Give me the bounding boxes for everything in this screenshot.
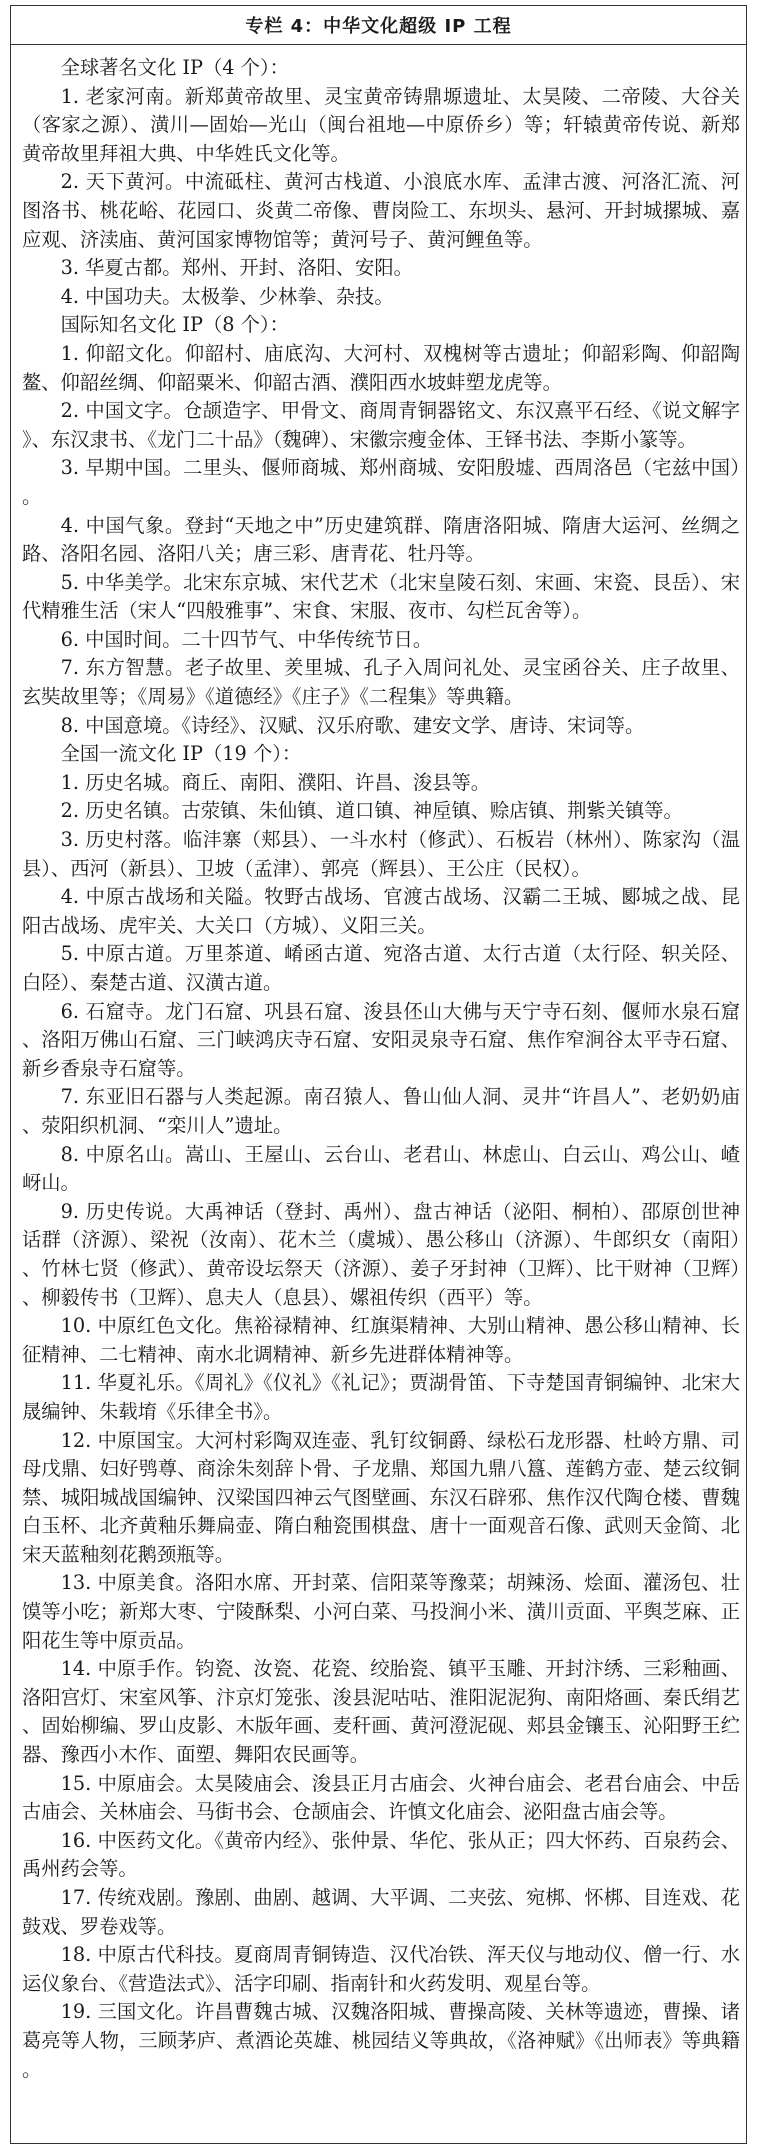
list-item: 2. 中国文字。仓颉造字、甲骨文、商周青铜器铭文、东汉熹平石经、《说文解字》、东汉隶书、《龙门二十品》（魏碑）、宋徽宗瘦金体、王铎书法、李斯小篆等。 — [22, 399, 740, 451]
list-item: 7. 东亚旧石器与人类起源。南召猿人、鲁山仙人洞、灵井“许昌人”、老奶奶庙、荥阳织机洞、“栾川人”遗址。 — [22, 1085, 740, 1137]
list-item: 5. 中原古道。万里茶道、崤函古道、宛洛古道、太行古道（太行陉、轵关陉、白陉）、秦楚古道、汉潢古道。 — [22, 942, 740, 994]
list-item: 6. 中国时间。二十四节气、中华传统节日。 — [60, 627, 433, 651]
list-item: 1. 仰韶文化。仰韶村、庙底沟、大河村、双槐树等古遗址；仰韶彩陶、仰韶陶鳌、仰韶丝绸、仰韶粟米、仰韶古酒、濮阳西水坡蚌塑龙虎等。 — [22, 341, 740, 394]
section-heading-national: 全国一流文化 IP（19 个）： — [60, 742, 302, 766]
list-item: 4. 中国功夫。太极拳、少林拳、杂技。 — [60, 284, 394, 308]
list-item: 6. 石窟寺。龙门石窟、巩县石窟、浚县伾山大佛与天宁寺石刻、偃师水泉石窟、洛阳万佛山石窟、三门峡鸿庆寺石窟、安阳灵泉寺石窟、焦作窄涧谷太平寺石窟、新乡香泉寺石窟等。 — [22, 999, 740, 1080]
list-item: 19. 三国文化。许昌曹魏古城、汉魏洛阳城、曹操高陵、关林等遗迹，曹操、诸葛亮等人物，三顾茅庐、煮酒论英雄、桃园结义等典故，《洛神赋》《出师表》等典籍。 — [22, 2000, 740, 2081]
column-header — [11, 6, 746, 45]
list-item: 9. 历史传说。大禹神话（登封、禹州）、盘古神话（泌阳、桐柏）、邵原创世神话群（济源）、梁祝（汝南）、花木兰（虞城）、愚公移山（济源）、牛郎织女（南阳）、竹林七贤（修武）、黄帝设坛祭天（济源）、姜子牙封神（卫辉）、比干财神（卫辉）、柳毅传书（卫辉）、息夫人（息县）、嫘祖传织（西平）等。 — [22, 1199, 740, 1309]
column-box — [10, 5, 747, 2144]
list-item: 3. 历史村落。临沣寨（郏县）、一斗水村（修武）、石板岩（林州）、陈家沟（温县）、西河（新县）、卫坡（孟津）、郭亮（辉县）、王公庄（民权）。 — [22, 828, 740, 880]
list-item: 2. 天下黄河。中流砥柱、黄河古栈道、小浪底水库、孟津古渡、河洛汇流、河图洛书、桃花峪、花园口、炎黄二帝像、曹岗险工、东坝头、悬河、开封城摞城、嘉应观、济渎庙、黄河国家博物馆等；黄河号子、黄河鲤鱼等。 — [22, 170, 740, 251]
list-item: 8. 中原名山。嵩山、王屋山、云台山、老君山、林虑山、白云山、鸡公山、嵖岈山。 — [22, 1142, 740, 1195]
list-item: 17. 传统戏剧。豫剧、曲剧、越调、大平调、二夹弦、宛梆、怀梆、目连戏、花鼓戏、罗卷戏等。 — [22, 1886, 740, 1938]
list-item: 18. 中原古代科技。夏商周青铜铸造、汉代冶铁、浑天仪与地动仪、僧一行、水运仪象台、《营造法式》、活字印刷、指南针和火药发明、观星台等。 — [22, 1943, 740, 1995]
list-item: 4. 中国气象。登封“天地之中”历史建筑群、隋唐洛阳城、隋唐大运河、丝绸之路、洛阳名园、洛阳八关；唐三彩、唐青花、牡丹等。 — [22, 513, 740, 566]
list-item: 1. 历史名城。商丘、南阳、濮阳、许昌、浚县等。 — [60, 770, 491, 794]
list-item: 8. 中国意境。《诗经》、汉赋、汉乐府歌、建安文学、唐诗、宋词等。 — [60, 713, 645, 737]
list-item: 13. 中原美食。洛阳水席、开封菜、信阳菜等豫菜；胡辣汤、烩面、灌汤包、壮馍等小吃；新郑大枣、宁陵酥梨、小河白菜、马投涧小米、潢川贡面、平舆芝麻、正阳花生等中原贡品。 — [22, 1571, 740, 1652]
list-item: 12. 中原国宝。大河村彩陶双连壶、乳钉纹铜爵、绿松石龙形器、杜岭方鼎、司母戊鼎、妇好鸮尊、商涂朱刻辞卜骨、子龙鼎、郑国九鼎八簋、莲鹤方壶、楚云纹铜禁、城阳城战国编钟、汉梁国四神云气图壁画、东汉石辟邪、焦作汉代陶仓楼、曹魏白玉杯、北齐黄釉乐舞扁壶、隋白釉瓷围棋盘、唐十一面观音石像、武则天金简、北宋天蓝釉刻花鹅颈瓶等。 — [22, 1428, 740, 1566]
list-item: 16. 中医药文化。《黄帝内经》、张仲景、华佗、张从正；四大怀药、百泉药会、禹州药会等。 — [22, 1828, 740, 1881]
list-item: 7. 东方智慧。老子故里、羑里城、孔子入周问礼处、灵宝函谷关、庄子故里、玄奘故里等；《周易》《道德经》《庄子》《二程集》等典籍。 — [22, 656, 740, 709]
list-item: 1. 老家河南。新郑黄帝故里、灵宝黄帝铸鼎塬遗址、太昊陵、二帝陵、大谷关（客家之源）、潢川—固始—光山（闽台祖地—中原侨乡）等；轩辕黄帝传说、新郑黄帝故里拜祖大典、中华姓氏文化等。 — [22, 84, 740, 165]
list-item: 4. 中原古战场和关隘。牧野古战场、官渡古战场、汉霸二王城、郾城之战、昆阳古战场、虎牢关、大关口（方城）、义阳三关。 — [22, 885, 740, 937]
list-item: 11. 华夏礼乐。《周礼》《仪礼》《礼记》；贾湖骨笛、下寺楚国青铜编钟、北宋大晟编钟、朱载堉《乐律全书》。 — [22, 1371, 740, 1423]
section-heading-international: 国际知名文化 IP（8 个）： — [60, 313, 289, 337]
list-item: 3. 华夏古都。郑州、开封、洛阳、安阳。 — [60, 256, 413, 280]
column-title: 专栏 4：中华文化超级 IP 工程 — [245, 16, 512, 37]
list-item: 3. 早期中国。二里头、偃师商城、郑州商城、安阳殷墟、西周洛邑（宅兹中国）。 — [22, 456, 740, 508]
list-item: 5. 中华美学。北宋东京城、宋代艺术（北宋皇陵石刻、宋画、宋瓷、艮岳）、宋代精雅生活（宋人“四般雅事”、宋食、宋服、夜市、勾栏瓦舍等）。 — [22, 570, 740, 623]
section-heading-global: 全球著名文化 IP（4 个）： — [60, 56, 289, 79]
column-body — [11, 45, 746, 2084]
list-item: 14. 中原手作。钧瓷、汝瓷、花瓷、绞胎瓷、镇平玉雕、开封汴绣、三彩釉画、洛阳宫灯、宋室风筝、汴京灯笼张、浚县泥咕咕、淮阳泥泥狗、南阳烙画、秦氏绢艺、固始柳编、罗山皮影、木版年画、麦秆画、黄河澄泥砚、郏县金镶玉、沁阳野王纻器、豫西小木作、面塑、舞阳农民画等。 — [22, 1657, 740, 1767]
list-item: 2. 历史名镇。古荥镇、朱仙镇、道口镇、神垕镇、赊店镇、荆紫关镇等。 — [60, 799, 683, 823]
list-item: 10. 中原红色文化。焦裕禄精神、红旗渠精神、大别山精神、愚公移山精神、长征精神、二七精神、南水北调精神、新乡先进群体精神等。 — [22, 1314, 740, 1366]
list-item: 15. 中原庙会。太昊陵庙会、浚县正月古庙会、火神台庙会、老君台庙会、中岳古庙会、关林庙会、马街书会、仓颉庙会、许慎文化庙会、泌阳盘古庙会等。 — [22, 1771, 740, 1824]
